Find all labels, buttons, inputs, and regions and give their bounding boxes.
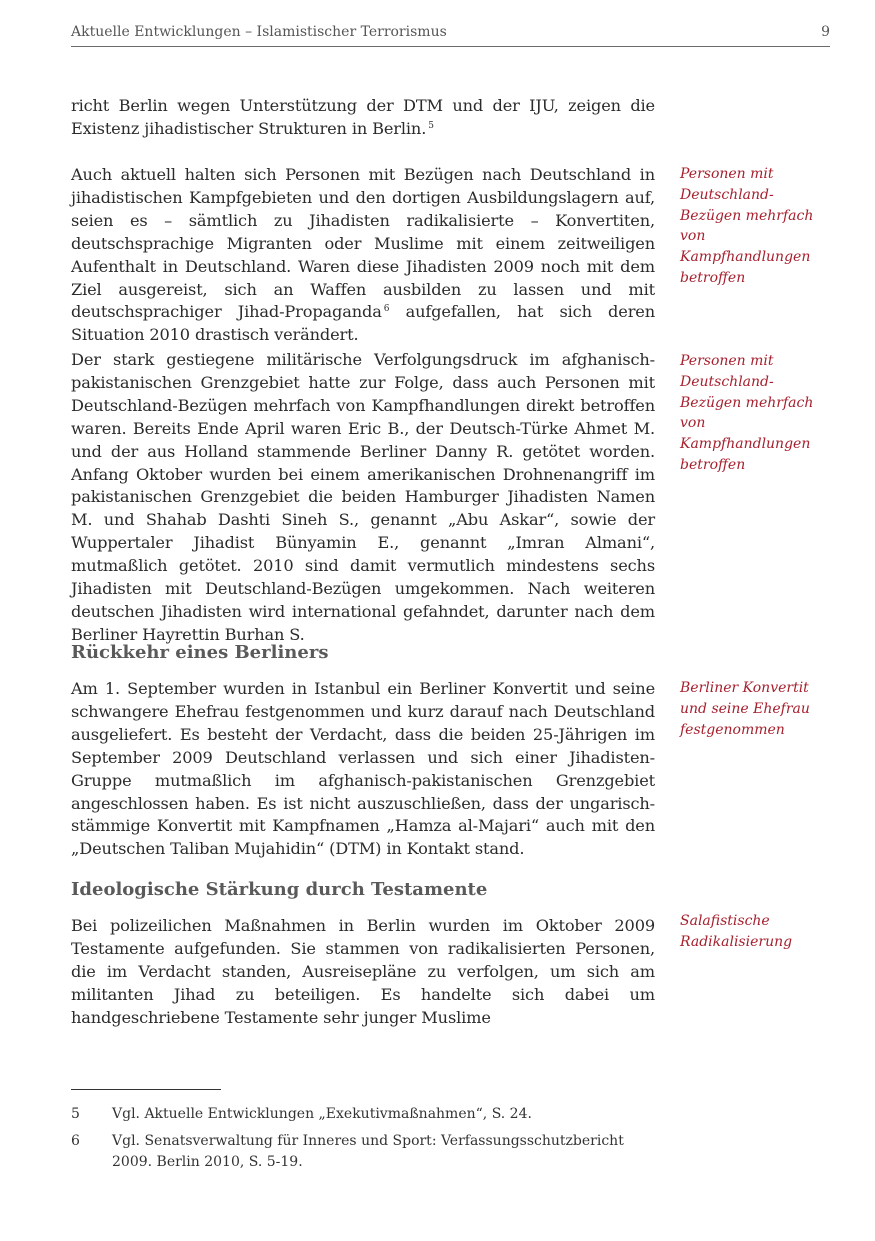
paragraph-1 [71, 95, 655, 141]
margin-note-2: Personen mit Deutschland-Bezügen mehrfach von Kampfhandlungen betroffen [680, 353, 814, 473]
margin-note-4: Salafistische Radikalisierung [680, 913, 793, 950]
paragraph-2 [71, 164, 655, 347]
page-number: 9 [821, 24, 830, 40]
section-heading-rueckkehr: Rückkehr eines Berliners [71, 642, 329, 663]
paragraph-4: Am 1. September wurden in Istanbul ein Berliner Konvertit und seine schwangere Ehefrau festgenommen und kurz darauf nach Deutschland ausgeliefert. Es besteht der Verdacht, dass die beiden 25-Jährigen im September 2009 Deutschland verlassen und sich einer Jihadisten-Gruppe mutmaßlich im afghanisch-pakistanischen Grenzgebiet angeschlossen haben. Es ist nicht auszuschließen, dass der ungarisch-stämmige Konvertit mit Kampfnamen „Hamza al-Majari“ auch mit den „Deutschen Taliban Mujahidin“ (DTM) in Kontakt stand. [71, 679, 655, 859]
margin-note-3: Berliner Konvertit und seine Ehefrau festgenommen [680, 680, 810, 738]
footnote-number: 6 [71, 1133, 80, 1149]
footnote-ref-5[interactable]: 5 [428, 120, 434, 131]
header-title: Aktuelle Entwicklungen – Islamistischer Terrorismus [71, 24, 447, 40]
paragraph-2-text-b: aufgefallen, hat sich deren Situation 2010 drastisch verändert. [71, 302, 655, 345]
paragraph-2-text-a: Auch aktuell halten sich Personen mit Bezügen nach Deutschland in jihadistischen Kampfgebieten und den dortigen Ausbildungslagern auf, seien es – sämtlich zu Jihadisten radikalisierte – Konvertiten, deutschsprachige Migranten oder Muslime mit einem zeitweiligen Aufenthalt in Deutschland. Waren diese Jihadisten 2009 noch mit dem Ziel ausgereist, sich an Waffen ausbilden zu lassen und mit deutschsprachiger Jihad-Propaganda [71, 165, 655, 322]
margin-note-1: Personen mit Deutschland-Bezügen mehrfach von Kampfhandlungen betroffen [680, 166, 814, 286]
footnote-divider [71, 1089, 221, 1090]
footnote-number: 5 [71, 1106, 80, 1122]
footnote-text: Vgl. Senatsverwaltung für Inneres und Sport: Verfassungsschutzbericht 2009. Berlin 2010, S. 5-19. [112, 1133, 624, 1170]
paragraph-5: Bei polizeilichen Maßnahmen in Berlin wurden im Oktober 2009 Testamente aufgefunden. Sie stammen von radikalisierten Personen, die im Verdacht standen, Ausreisepläne zu verfolgen, um sich am militanten Jihad zu beteiligen. Es handelte sich dabei um handgeschriebene Testamente sehr junger Muslime [71, 916, 655, 1027]
running-header [71, 22, 830, 47]
paragraph-1-text: richt Berlin wegen Unterstützung der DTM und der IJU, zeigen die Existenz jihadistischer Strukturen in Berlin. [71, 96, 655, 138]
footnote-ref-6[interactable]: 6 [383, 304, 390, 315]
paragraph-3: Der stark gestiegene militärische Verfolgungsdruck im afghanisch-pakistanischen Grenzgebiet hatte zur Folge, dass auch Personen mit Deutschland-Bezügen mehrfach von Kampfhandlungen direkt betroffen waren. Bereits Ende April waren Eric B., der Deutsch-Türke Ahmet M. und der aus Holland stammende Berliner Danny R. getötet worden. Anfang Oktober wurden bei einem amerikanischen Drohnenangriff im pakistanischen Grenzgebiet die beiden Hamburger Jihadisten Namen M. und Shahab Dashti Sineh S., genannt „Abu Askar“, sowie der Wuppertaler Jihadist Bünyamin E., genannt „Imran Almani“, mutmaßlich getötet. 2010 sind damit vermutlich mindestens sechs Jihadisten mit Deutschland-Bezügen umgekommen. Nach weiteren deutschen Jihadisten wird international gefahndet, darunter nach dem Berliner Hayrettin Burhan S. [71, 350, 655, 644]
section-heading-testamente: Ideologische Stärkung durch Testamente [71, 879, 488, 900]
footnote-text: Vgl. Aktuelle Entwicklungen „Exekutivmaßnahmen“, S. 24. [112, 1106, 532, 1122]
